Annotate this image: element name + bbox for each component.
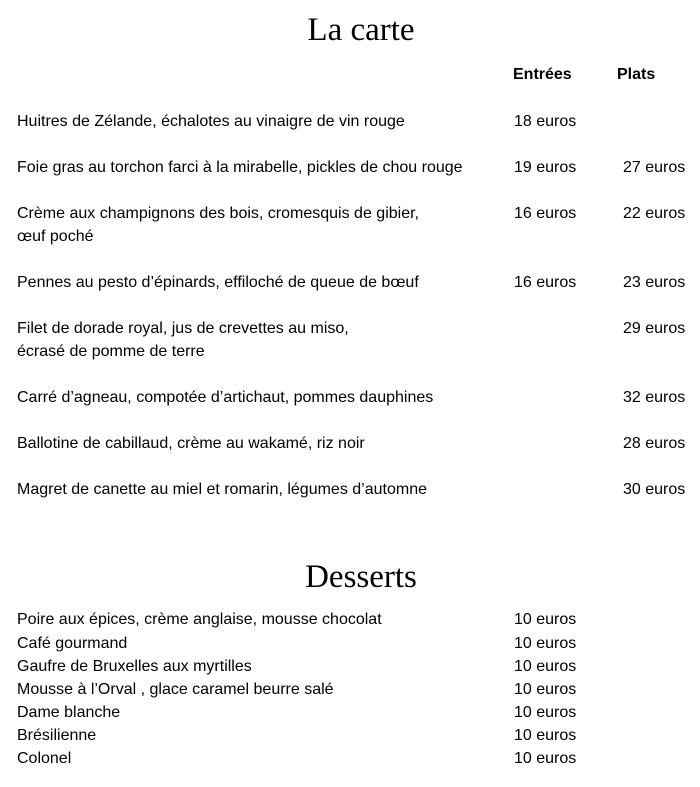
- plat-price: 30 euros: [623, 481, 686, 498]
- entree-price: 16 euros: [514, 205, 577, 222]
- dessert-name: Brésilienne: [17, 727, 97, 744]
- dessert-row: [0, 724, 700, 747]
- dessert-name: Café gourmand: [17, 635, 128, 652]
- dish-name: Crème aux champignons des bois, cromesquis de gibier, œuf poché: [17, 205, 419, 245]
- dessert-name: Colonel: [17, 750, 72, 767]
- entree-price: 18 euros: [514, 113, 577, 130]
- dish-name: Pennes au pesto d’épinards, effiloché de queue de bœuf: [17, 274, 419, 291]
- plat-price: 23 euros: [623, 274, 686, 291]
- dessert-row: [0, 655, 700, 678]
- dessert-price: 10 euros: [514, 611, 577, 628]
- dessert-price: 10 euros: [514, 681, 577, 698]
- dish-name: Huitres de Zélande, échalotes au vinaigre de vin rouge: [17, 113, 405, 130]
- dessert-row: [0, 608, 700, 631]
- plat-price: 22 euros: [623, 205, 686, 222]
- dessert-name: Gaufre de Bruxelles aux myrtilles: [17, 658, 252, 675]
- dessert-name: Poire aux épices, crème anglaise, mousse chocolat: [17, 611, 382, 628]
- carte-title: La carte: [307, 12, 415, 48]
- plat-price: 27 euros: [623, 159, 686, 176]
- dessert-row: [0, 701, 700, 724]
- plat-price: 28 euros: [623, 435, 686, 452]
- dessert-name: Dame blanche: [17, 704, 121, 721]
- dessert-name: Mousse à l’Orval , glace caramel beurre salé: [17, 681, 334, 698]
- dish-name: Filet de dorade royal, jus de crevettes au miso, écrasé de pomme de terre: [17, 320, 349, 360]
- dessert-price: 10 euros: [514, 727, 577, 744]
- dessert-price: 10 euros: [514, 635, 577, 652]
- dessert-row: [0, 747, 700, 770]
- entrees-column-header: Entrées: [513, 66, 572, 83]
- dessert-price: 10 euros: [514, 704, 577, 721]
- entree-price: 19 euros: [514, 159, 577, 176]
- plat-price: 32 euros: [623, 389, 686, 406]
- dish-name: Carré d’agneau, compotée d’artichaut, pommes dauphines: [17, 389, 434, 406]
- dish-name: Magret de canette au miel et romarin, légumes d’automne: [17, 481, 427, 498]
- dish-name: Foie gras au torchon farci à la mirabelle, pickles de chou rouge: [17, 159, 463, 176]
- dessert-price: 10 euros: [514, 750, 577, 767]
- plats-column-header: Plats: [617, 66, 656, 83]
- dessert-price: 10 euros: [514, 658, 577, 675]
- plat-price: 29 euros: [623, 320, 686, 337]
- dessert-row: [0, 632, 700, 655]
- desserts-title: Desserts: [305, 559, 417, 595]
- dessert-row: [0, 678, 700, 701]
- dish-name: Ballotine de cabillaud, crème au wakamé, riz noir: [17, 435, 365, 452]
- entree-price: 16 euros: [514, 274, 577, 291]
